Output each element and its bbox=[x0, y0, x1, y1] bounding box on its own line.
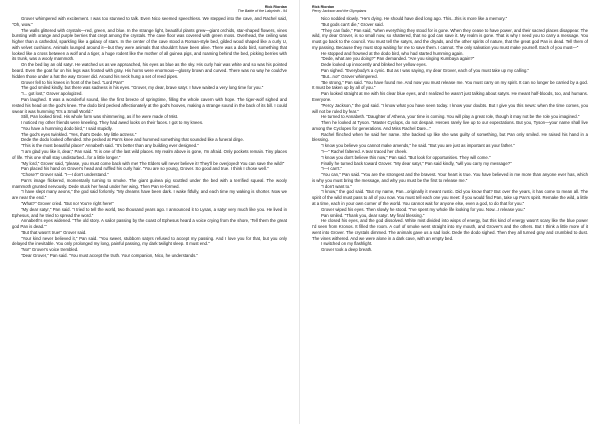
paragraph: The walls glittered with crystals—red, green, and blue. In the strange light, beautiful plants grew—giant orchids, star-shaped flowers, vines bursting with orange and purple berries that crept among the crystals. The cave floor was covered with green moss. Overhead, the ceiling was higher than a cathedral, sparkling like a galaxy of stars. In the center of the cave stood a Roman-style bed, gilded wood shaped like a curly U, with velvet cushions. Animals lounged around it—but they were animals that shouldn't have been alive. There was a dodo bird, something that looked like a cross between a wolf and a tiger, a huge rodent like the mother of all guinea pigs, and roaming behind the bed, picking berries with its trunk, was a wooly mammoth. bbox=[12, 27, 287, 62]
paragraph: "Be strong," Pan said. "You have found me. And now you must release me. You must carry on my spirit. It can no longer be carried by a god. It must be taken up by all of you." bbox=[312, 79, 588, 91]
paragraph: "But gods can't die," Grover said. bbox=[321, 21, 384, 27]
paragraph: "I... got lost," Grover apologized. bbox=[21, 91, 83, 97]
paragraph: "Dede, what are you doing?" Pan demanded. "Are you singing Kumbaya again?" bbox=[321, 56, 475, 62]
right-header-title: Percy Jackson and the Olympians bbox=[312, 9, 367, 14]
right-page-body bbox=[312, 16, 588, 420]
paragraph: Pan smiled. "Thank you, dear satyr. My final blessing." bbox=[321, 212, 425, 218]
paragraph: He stopped and frowned at the dodo bird, who had started humming again. bbox=[321, 50, 464, 56]
paragraph: "My lord," Grover said, "please, you must come back with me! The Elders will never believe it! They'll be overjoyed! You can save the wild!" bbox=[21, 160, 285, 166]
paragraph: Dede looked up innocently and blinked her yellow eyes. bbox=[321, 62, 427, 68]
right-page bbox=[300, 0, 600, 424]
paragraph: "No!" Grover's voice trembled. bbox=[21, 247, 79, 253]
left-page-header bbox=[238, 5, 287, 14]
left-page-body bbox=[12, 16, 287, 420]
paragraph: "I know you believe you cannot make amends," he said. "But you are just as important as your father." bbox=[321, 143, 515, 149]
paragraph: "You can," Pan said. "You are the strongest and the bravest. Your heart is true. You have believed in me more than anyone ever has, which is why you must bring the message, and why you must be the first to release me." bbox=[312, 172, 588, 183]
paragraph: Grover whimpered with excitement. I was too stunned to talk. Even Nico seemed speechless. We stepped into the cave, and Rachel said, "Oh, wow." bbox=[12, 16, 287, 27]
paragraph: "They can fade," Pan said, "when everything they stood for is gone. When they cease to have power, and their sacred places disappear. The wild, my dear Grover, is so small now, so shattered, that no god can save it. My realm is gone. That is why I need you to carry a message. You must go back to the council. You must tell the satyrs, and the dryads, and the other spirits of nature, that the great god Pan is dead. Tell them of my passing. Because they must stop waiting for me to save them. I cannot. The only salvation you must make yourself. Each of you must—" bbox=[312, 27, 588, 50]
paragraph: "I have slept many aeons," the god said forlornly. "My dreams have been dark. I wake fitfully, and each time my waking is shorter. Now we are near the end." bbox=[12, 189, 287, 201]
paragraph: "I know you don't believe this now," Pan said. "But look for opportunities. They will come." bbox=[321, 154, 491, 160]
paragraph: Pan looked straight at me with his clear blue eyes, and I realized he wasn't just talking about satyrs. He meant half-bloods, too, and humans. Everyone. bbox=[312, 91, 588, 102]
paragraph: He turned to Annabeth. "Daughter of Athena, your time is coming. You will play a great role, though it may not be the role you imagined." bbox=[321, 114, 580, 120]
paragraph: Pan placed his hand on Grover's head and ruffled his curly hair. "You are so young, Grover. So good and true. I think I chose well." bbox=[21, 166, 269, 172]
right-page-header bbox=[312, 5, 366, 14]
paragraph: Grover took a deep breath. bbox=[321, 247, 373, 253]
paragraph: Annabeth's eyes widened. "The old story. A sailor passing by the coast of Ephesus heard a voice crying from the shore, 'Tell them the great god Pan is dead.'" bbox=[12, 218, 287, 230]
paragraph: "Your kind never believed it," Pan said. "You sweet, stubborn satyrs refused to accept my passing. And I love you for that, but you only delayed the inevitable. You only prolonged my long, painful passing, my dark twilight sleep. It must end." bbox=[12, 235, 287, 247]
paragraph: "Percy Jackson," the god said. "I know what you have seen today. I know your doubts. But I give you this news: when the time comes, you will not be ruled by fear." bbox=[312, 102, 588, 114]
paragraph: Finally he turned back toward Grover. "My dear satyr," Pan said kindly, "will you carry my message?" bbox=[321, 160, 512, 166]
paragraph: Grover fell to his knees in front of the bed. "Lord Pan!" bbox=[21, 79, 124, 85]
left-header-title: The Battle of the Labyrinth - 94 bbox=[237, 9, 287, 14]
paragraph: "I know," the god said. "But my name, Pan...originally it meant rustic. Did you know that? But over the years, it has come to mean all. The spirit of the wild must pass to all of you now. You must tell each one you meet: if you would find Pan, take up Pan's spirit. Remake the wild, a little at a time, each in your own corner of the world. You cannot wait for anyone else, even a god, to do that for you." bbox=[312, 189, 588, 206]
paragraph: "My dear satyr," Pan said. "I tried to tell the world, two thousand years ago. I announced it to Lysas, a satyr very much like you. He lived in Ephesus, and he tried to spread the word." bbox=[12, 206, 287, 218]
paragraph: "This is the most beautiful place!" Annabeth said. "It's better than any building ever designed." bbox=[21, 143, 199, 149]
paragraph: I switched on my flashlight. bbox=[321, 241, 373, 247]
paragraph: "I don't want to." bbox=[321, 183, 352, 189]
paragraph: Dede the dodo looked offended. She pecked at Pan's knee and hummed something that sounded like a funeral dirge. bbox=[21, 137, 244, 143]
paragraph: Rachel flinched when he said her name. She backed up like she was guilty of something, but Pan only smiled. He raised his hand in a blessing. bbox=[312, 131, 588, 143]
paragraph: "But that wasn't true!" Grover said. bbox=[21, 229, 87, 235]
right-header-author: Rick Riordan bbox=[312, 5, 335, 9]
paragraph: I noticed my other friends were kneeling. They had awed looks on their faces. I got to my knees. bbox=[21, 120, 204, 126]
paragraph: Still, Pan looked tired. His whole form was shimmering, as if he were made of Mist. bbox=[21, 114, 179, 120]
paragraph: "You have a humming dodo bird," I said stupidly. bbox=[21, 125, 113, 131]
paragraph: "Dear Grover," Pan said. "You must accept the truth. Your companion, Nico, he understands." bbox=[21, 253, 198, 259]
paragraph: Pan's image flickered, momentarily turning to smoke. The giant guinea pig scuttled under the bed with a terrified squeal. The wooly mammoth grunted nervously. Dede stuck her head under her wing. Then Pan re-formed. bbox=[12, 177, 287, 189]
paragraph: "I—I can't." bbox=[321, 166, 343, 172]
paragraph: Grover wiped his eyes. Then slowly he stood. "I've spent my whole life looking for you. Now...I release you." bbox=[321, 206, 526, 212]
paragraph: Nico nodded slowly. "He's dying. He should have died long ago. This...this is more like a memory." bbox=[321, 16, 508, 21]
paragraph: "Chose?" Grover said. "I—I don't understand." bbox=[21, 172, 109, 178]
paragraph: The god's eyes twinkled. "Yes, that's Dede. My little actress." bbox=[21, 131, 137, 137]
left-header-author: Rick Riordan bbox=[264, 5, 287, 9]
paragraph: Pan sighed. "Everybody's a cynic. But as I was saying, my dear Grover, each of you must take up my calling." bbox=[321, 68, 530, 74]
paragraph: On the bed lay an old satyr. He watched us as we approached, his eyes as blue as the sky. His curly hair was white and so was his pointed beard. Even the goat fur on his legs was frosted with gray. His horns were enormous—glossy brown and curved. There was no way he could've hidden those under a hat the way Grover did. Around his neck hung a set of reed pipes. bbox=[12, 62, 287, 79]
paragraph: "But...no!" Grover whimpered. bbox=[321, 73, 378, 79]
paragraph: Then he looked at Tyson. "Master Cyclops, do not despair. Heroes rarely live up to our expectations. But you, Tyson—your name shall live among the Cyclopes for generations. And Miss Rachel Dare..." bbox=[312, 120, 588, 131]
paragraph: The god smiled kindly, but there was sadness in his eyes. "Grover, my dear, brave satyr. I have waited a very long time for you." bbox=[21, 85, 264, 91]
paragraph: Pan laughed. It was a wonderful sound, like the first breeze of springtime, filling the whole cavern with hope. The tiger-wolf sighed and rested his head on the god's knee. The dodo bird pecked affectionately at the god's hooves, making a strange sound in the back of its bill. I could swear it was humming "It's a Small World." bbox=[12, 96, 287, 114]
paragraph: "I am glad you like it, dear," Pan said. "It is one of the last wild places. My realm above is gone, I'm afraid. Only pockets remain. Tiny places of life. This one shall stay undisturbed...for a little longer." bbox=[12, 148, 287, 160]
paragraph: He closed his eyes, and the god dissolved. White mist divided into wisps of energy, but this kind of energy wasn't scary like the blue power I'd seen from Kronos. It filled the room. A curl of smoke went straight into my mouth, and Grover's and the others. But I think a little more of it went into Grover. The crystals dimmed. The animals gave us a sad look. Dede the dodo sighed. Then they all turned gray and crumbled to dust. The vines withered. And we were alone in a dark cave, with an empty bed. bbox=[312, 218, 588, 241]
paragraph: "What?" Grover cried. "But no! You're right here!" bbox=[21, 201, 114, 206]
paragraph: "I—" Rachel faltered. A tear traced her cheek. bbox=[321, 148, 408, 154]
